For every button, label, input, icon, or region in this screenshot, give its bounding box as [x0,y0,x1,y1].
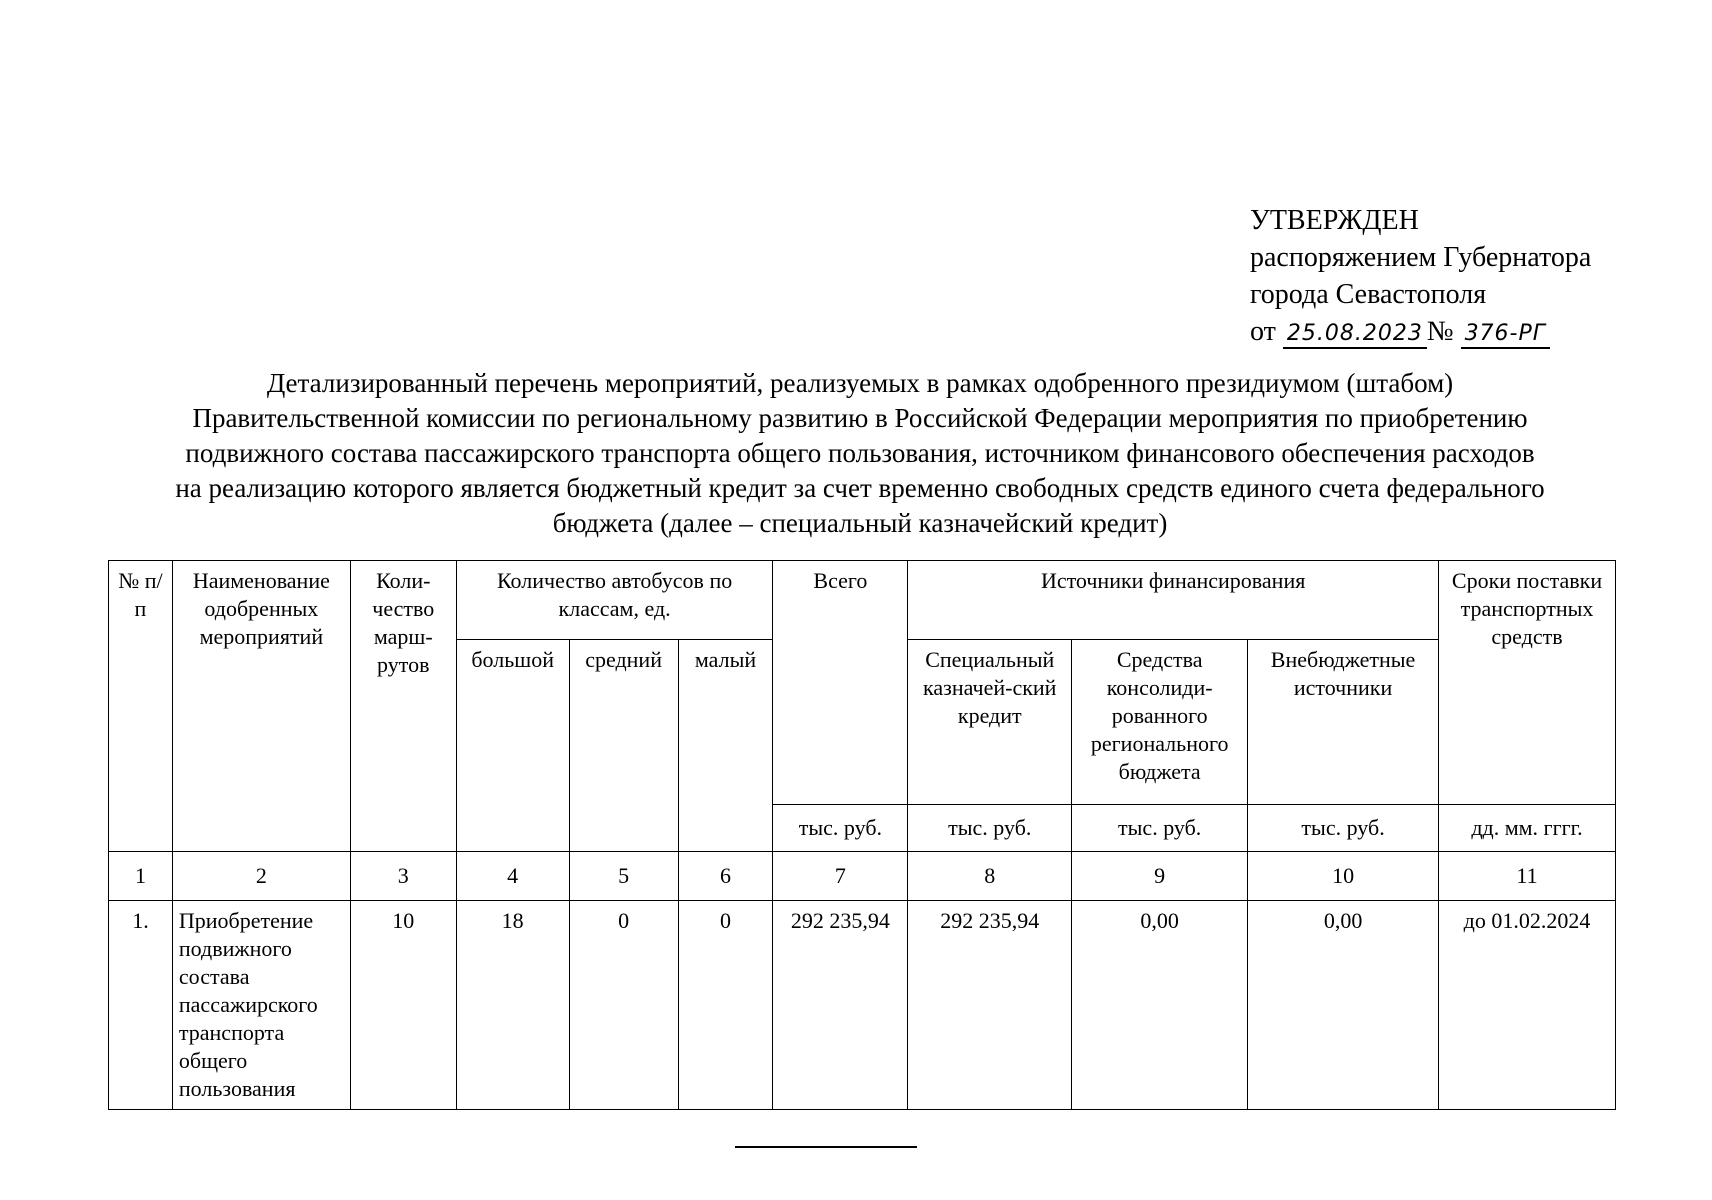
column-number: 4 [456,852,569,901]
end-divider [735,1146,917,1148]
row-special-credit: 292 235,94 [908,901,1072,1110]
column-number: 10 [1248,852,1439,901]
title-line-5: бюджета (далее – специальный казначейский кредит) [552,508,1168,538]
column-number: 2 [172,852,350,901]
document-title [110,366,1610,541]
row-extra-budget: 0,00 [1248,901,1439,1110]
title-line-3: подвижного состава пассажирского транспорта общего пользования, источником финансового обеспечения расходов [185,438,1535,468]
header-large: большой [456,640,569,852]
approval-city: города Севастополя [1250,279,1487,310]
column-number: 8 [908,852,1072,901]
approval-number-label: № [1426,316,1454,347]
column-number: 11 [1439,852,1616,901]
unit-extra-budget: тыс. руб. [1248,805,1439,852]
header-routes: Коли-чество марш-рутов [350,561,456,852]
column-number: 7 [773,852,908,901]
unit-regional-budget: тыс. руб. [1072,805,1248,852]
row-deadline: до 01.02.2024 [1439,901,1616,1110]
column-number: 9 [1072,852,1248,901]
header-total: Всего [773,561,908,805]
title-line-4: на реализацию которого является бюджетный кредит за счет временно свободных средств единого счета федерального [175,473,1545,503]
unit-special-credit: тыс. руб. [908,805,1072,852]
row-num: 1. [109,901,173,1110]
approval-order: распоряжением Губернатора [1250,242,1592,273]
header-regional-budget: Средства консолиди-рованного регионального бюджета [1072,640,1248,805]
row-small: 0 [678,901,773,1110]
column-number: 6 [678,852,773,901]
unit-total: тыс. руб. [773,805,908,852]
row-total: 292 235,94 [773,901,908,1110]
header-medium: средний [569,640,678,852]
column-number: 5 [569,852,678,901]
measures-table [108,560,1616,1110]
approval-stamp [1250,202,1591,350]
title-line-1: Детализированный перечень мероприятий, реализуемых в рамках одобренного президиумом (штабом) [266,368,1454,398]
header-special-credit: Специальный казначей-ский кредит [908,640,1072,805]
table-row [109,901,1616,1110]
row-medium: 0 [569,901,678,1110]
column-number: 1 [109,852,173,901]
approval-heading: УТВЕРЖДЕН [1250,205,1419,236]
header-row-1 [109,561,1616,640]
approval-date: 25.08.2023 [1283,321,1427,349]
approval-from-label: от [1250,316,1276,347]
approval-number: 376-РГ [1461,321,1550,349]
unit-deadline: дд. мм. гггг. [1439,805,1616,852]
header-sources: Источники финансирования [908,561,1439,640]
header-deadline: Сроки поставки транспортных средств [1439,561,1616,805]
header-buses: Количество автобусов по классам, ед. [456,561,773,640]
header-small: малый [678,640,773,852]
title-line-2: Правительственной комиссии по региональному развитию в Российской Федерации мероприятия по приобретению [192,403,1528,433]
column-numbers-row [109,852,1616,901]
header-extra-budget: Внебюджетные источники [1248,640,1439,805]
header-num: № п/п [109,561,173,852]
header-name: Наименование одобренных мероприятий [172,561,350,852]
row-large: 18 [456,901,569,1110]
row-routes: 10 [350,901,456,1110]
row-regional-budget: 0,00 [1072,901,1248,1110]
row-name: Приобретение подвижного состава пассажирского транспорта общего пользования [172,901,350,1110]
approval-date-line [1250,313,1591,350]
column-number: 3 [350,852,456,901]
